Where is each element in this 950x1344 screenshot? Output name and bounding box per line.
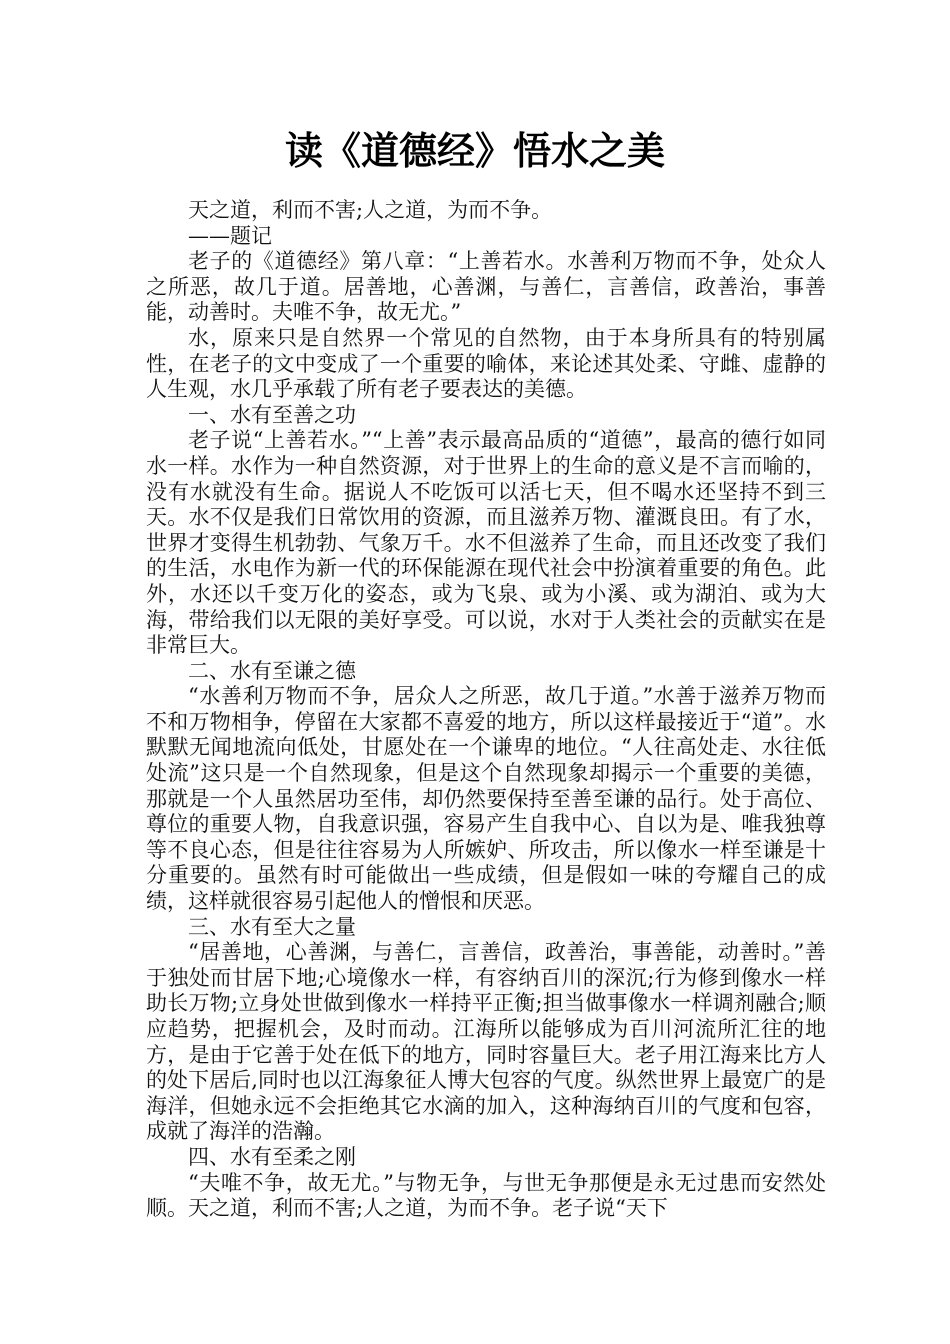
article-body: [146, 198, 826, 1222]
paragraph-section-4: “夫唯不争，故无尤。”与物无争，与世无争那便是永无过患而安然处顺。天之道，利而不害;人之道，为而不争。老子说“天下: [146, 1170, 826, 1221]
paragraph-section-1: 老子说“上善若水。”“上善”表示最高品质的“道德”，最高的德行如同水一样。水作为一种自然资源，对于世界上的生命的意义是不言而喻的，没有水就没有生命。据说人不吃饭可以活七天，但不喝水还坚持不到三天。水不仅是我们日常饮用的资源，而且滋养万物、灌溉良田。有了水，世界才变得生机勃勃、气象万千。水不但滋养了生命，而且还改变了我们的生活，水电作为新一代的环保能源在现代社会中扮演着重要的角色。此外，水还以千变万化的姿态，或为飞泉、或为小溪、或为湖泊、或为大海，带给我们以无限的美好享受。可以说，水对于人类社会的贡献实在是非常巨大。: [146, 428, 826, 658]
paragraph-intro: 水，原来只是自然界一个常见的自然物，由于本身所具有的特别属性，在老子的文中变成了一个重要的喻体，来论述其处柔、守雌、虚静的人生观，水几乎承载了所有老子要表达的美德。: [146, 325, 826, 402]
epigraph-attribution: ——题记: [188, 223, 272, 248]
epigraph-line: 天之道，利而不害;人之道，为而不争。: [188, 198, 553, 222]
section-heading-2: 二、水有至谦之德: [188, 658, 356, 683]
section-heading-1: 一、水有至善之功: [188, 402, 356, 427]
page-title: 读《道德经》悟水之美: [284, 129, 665, 173]
paragraph-section-3: “居善地，心善渊，与善仁，言善信，政善治，事善能，动善时。”善于独处而甘居下地;心境像水一样，有容纳百川的深沉;行为修到像水一样助长万物;立身处世做到像水一样持平正衡;担当做事像水一样调剂融合;顺应趋势，把握机会，及时而动。江海所以能够成为百川河流所汇往的地方，是由于它善于处在低下的地方，同时容量巨大。老子用江海来比方人的处下居后,同时也以江海象征人博大包容的气度。纵然世界上最宽广的是海洋，但她永远不会拒绝其它水滴的加入，这种海纳百川的气度和包容，成就了海洋的浩瀚。: [146, 940, 826, 1144]
section-heading-3: 三、水有至大之量: [188, 914, 356, 939]
paragraph-section-2: “水善利万物而不争，居众人之所恶，故几于道。”水善于滋养万物而不和万物相争，停留在大家都不喜爱的地方，所以这样最接近于“道”。水默默无闻地流向低处，甘愿处在一个谦卑的地位。“人往高处走、水往低处流”这只是一个自然现象，但是这个自然现象却揭示一个重要的美德，那就是一个人虽然居功至伟，却仍然要保持至善至谦的品行。处于高位、尊位的重要人物，自我意识强，容易产生自我中心、自以为是、唯我独尊等不良心态，但是往往容易为人所嫉妒、所攻击，所以像水一样至谦是十分重要的。虽然有时可能做出一些成绩，但是假如一味的夸耀自己的成绩，这样就很容易引起他人的憎恨和厌恶。: [146, 684, 826, 914]
section-heading-4: 四、水有至柔之刚: [188, 1144, 356, 1169]
paragraph-quote-chapter-eight: 老子的《道德经》第八章：“上善若水。水善利万物而不争，处众人之所恶，故几于道。居善地，心善渊，与善仁，言善信，政善治，事善能，动善时。夫唯不争，故无尤。”: [146, 249, 826, 325]
